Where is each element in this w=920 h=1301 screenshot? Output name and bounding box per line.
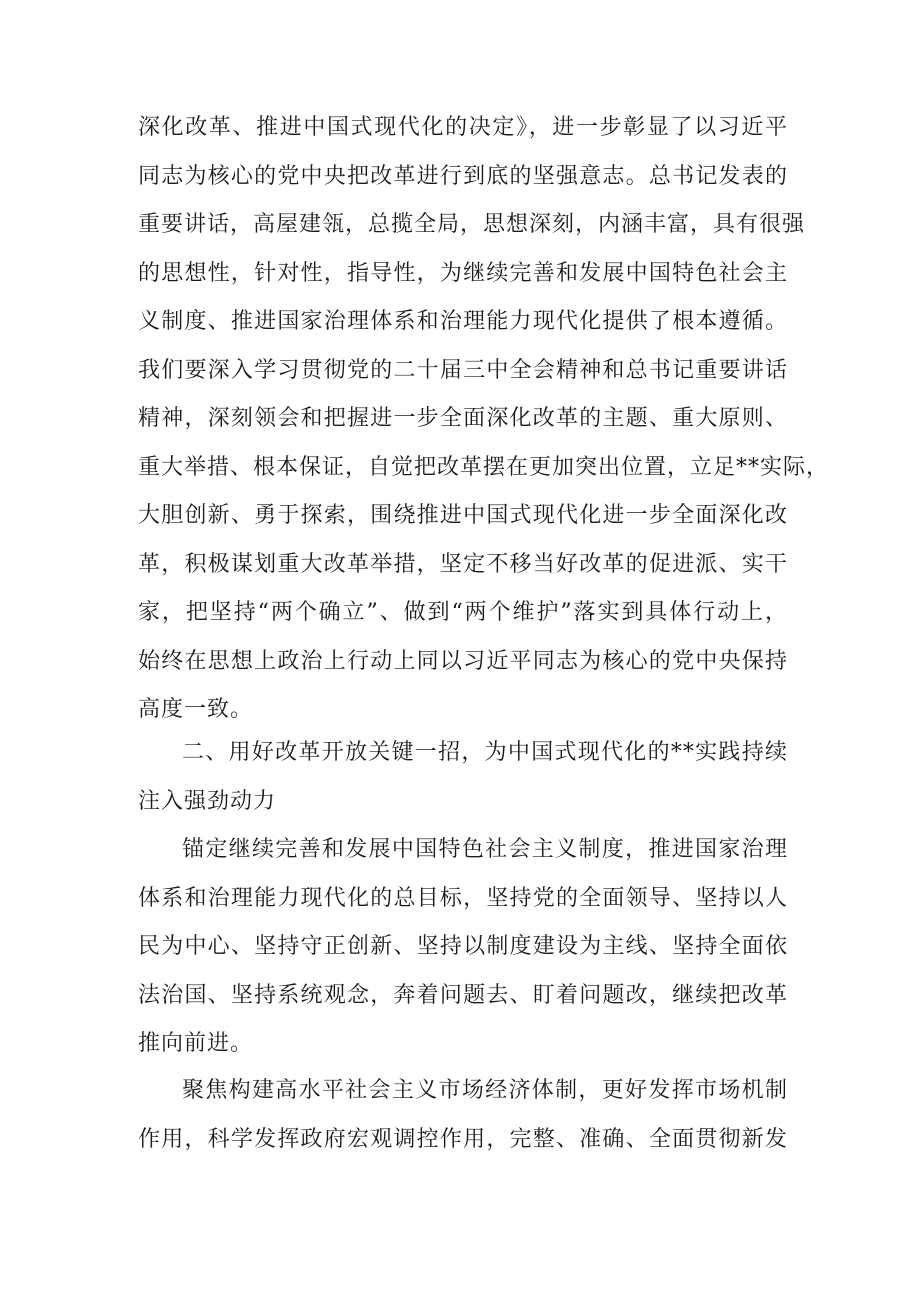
text-line: 法治国、坚持系统观念，奔着问题去、盯着问题改，继续把改革 [138,982,788,1008]
text-line: 家，把坚持“两个确立”、做到“两个维护”落实到具体行动上， [138,600,788,625]
text-line: 体系和治理能力现代化的总目标，坚持党的全面领导、坚持以人 [138,885,788,911]
text-line: 聚焦构建高水平社会主义市场经济体制，更好发挥市场机制 [182,1078,788,1103]
text-line: 同志为核心的党中央把改革进行到底的坚强意志。总书记发表的 [138,163,788,189]
text-line: 深化改革、推进中国式现代化的决定》，进一步彰显了以习近平 [138,115,788,140]
text-line: 重大举措、根本保证，自觉把改革摆在更加突出位置，立足**实际， [138,454,830,480]
text-line: 始终在思想上政治上行动上同以习近平同志为核心的党中央保持 [138,648,788,674]
paragraph-anchor-goal [138,826,788,1069]
text-line: 大胆创新、勇于探索，围绕推进中国式现代化进一步全面深化改 [138,503,788,528]
text-line: 革，积极谋划重大改革举措，坚定不移当好改革的促进派、实干 [138,551,788,577]
section-heading-line: 二、用好改革开放关键一招，为中国式现代化的**实践持续 [182,740,788,765]
text-line: 民为中心、坚持守正创新、坚持以制度建设为主线、坚持全面依 [138,934,788,959]
text-line: 重要讲话，高屋建瓴，总揽全局，思想深刻，内涵丰富，具有很强 [138,212,806,237]
paragraph-market-economy [138,1067,788,1164]
section-heading-two [138,729,788,826]
text-line: 作用，科学发挥政府宏观调控作用，完整、准确、全面贯彻新发 [138,1126,788,1152]
text-line: 精神，深刻领会和把握进一步全面深化改革的主题、重大原则、 [138,406,788,431]
text-line: 推向前进。 [138,1031,254,1056]
text-line: 义制度、推进国家治理体系和治理能力现代化提供了根本遵循。 [138,309,788,334]
text-line: 我们要深入学习贯彻党的二十届三中全会精神和总书记重要讲话 [138,357,788,383]
text-line: 锚定继续完善和发展中国特色社会主义制度，推进国家治理 [182,837,788,862]
paragraph-decision-continuation [138,104,830,735]
text-line: 的思想性，针对性，指导性，为继续完善和发展中国特色社会主 [138,260,788,286]
text-line: 高度一致。 [138,697,254,722]
section-heading-line: 注入强劲动力 [138,788,277,814]
